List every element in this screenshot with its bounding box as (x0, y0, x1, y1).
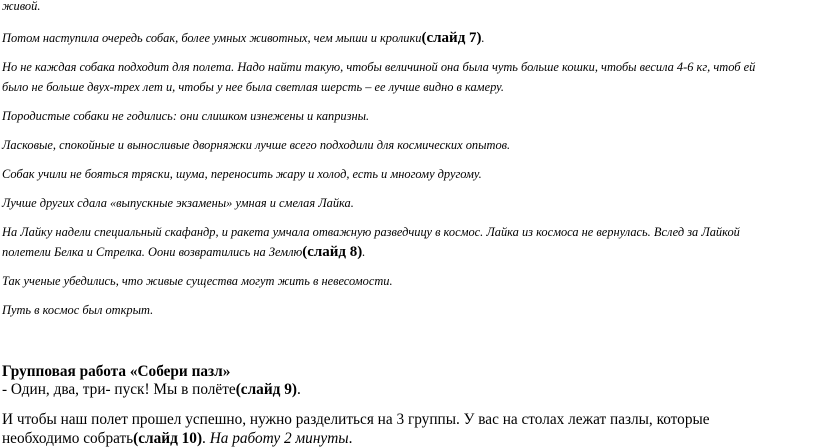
paragraph-training: Собак учили не бояться тряски, шума, переносить жару и холод, есть и многому другому. (2, 167, 482, 181)
time-limit: На работу 2 минуты (209, 430, 349, 447)
paragraph-purebreds: Породистые собаки не годились: они слишком изнежены и капризны. (2, 109, 370, 123)
paragraph-laika-exams: Лучше других сдала «выпускные экзамены» умная и смелая Лайка. (2, 196, 354, 210)
paragraph-weightlessness: Так ученые убедились, что живые существа могут жить в невесомости. (2, 274, 393, 288)
paragraph-belka-strelka: полетели Белка и Стрелка. Оони возвратились на Землю(слайд 8). (2, 244, 366, 260)
paragraph-dog-requirements-cont: было не больше двух-трех лет и, чтобы у нее была светлая шерсть – ее лучше видно в камеру. (2, 80, 504, 94)
paragraph-laika-flight: На Лайку надели специальный скафандр, и ракета умчала отважную разведчицу в космос. Лайка из космоса не вернулась. Вслед за Лайкой (2, 225, 740, 239)
slide-ref-7: (слайд 7) (421, 30, 482, 46)
paragraph-mongrels: Ласковые, спокойные и выносливые дворняжки лучше всего подходили для космических опытов. (2, 138, 511, 152)
paragraph-countdown: - Один, два, три- пуск! Мы в полёте(слайд 9). (2, 381, 301, 398)
section-heading: Групповая работа «Собери пазл» (2, 363, 231, 380)
slide-ref-10: (слайд 10) (133, 430, 203, 447)
slide-ref-8: (слайд 8) (302, 244, 363, 260)
slide-ref-9: (слайд 9) (235, 381, 297, 398)
paragraph-dogs-turn: Потом наступила очередь собак, более умных животных, чем мыши и кролики(слайд 7). (2, 30, 485, 46)
paragraph-dog-requirements: Но не каждая собака подходит для полета. Надо найти такую, чтобы величиной она была чуть больше кошки, чтобы весила 4-6 кг, чтоб ей (2, 60, 756, 74)
paragraph-intro-end: живой. (2, 0, 41, 13)
paragraph-space-open: Путь в космос был открыт. (2, 303, 154, 317)
paragraph-puzzles: необходимо собрать(слайд 10). На работу 2 минуты. (2, 430, 353, 447)
paragraph-groups: И чтобы наш полет прошел успешно, нужно разделиться на 3 группы. У вас на столах лежат пазлы, которые (2, 411, 710, 428)
